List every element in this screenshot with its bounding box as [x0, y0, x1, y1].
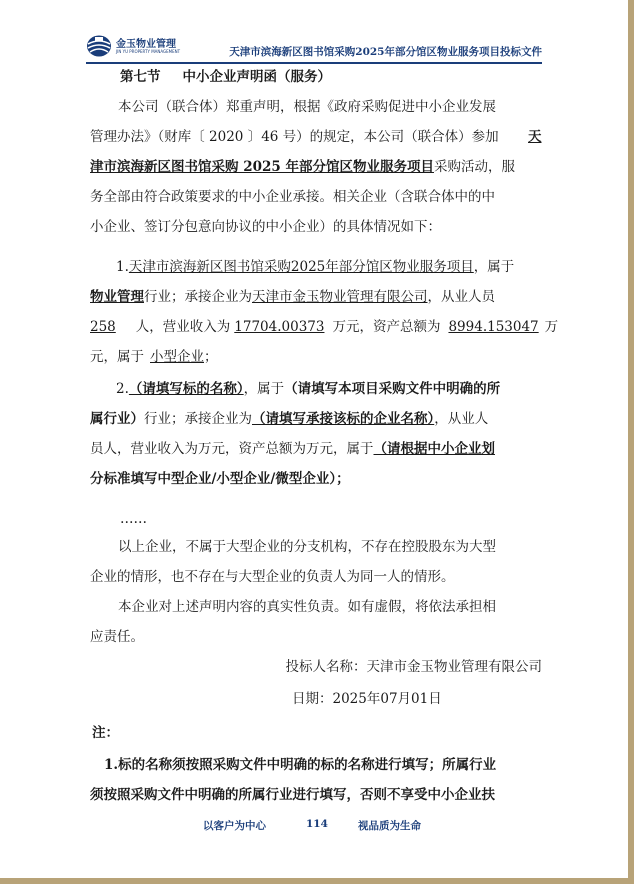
item-text: ； [204, 349, 218, 365]
logo-english-text: JIN YU PROPERTY MANAGEMENT [116, 49, 181, 54]
item-number: 2. [116, 381, 129, 397]
signing-date: 日期：2025年07月01日 [292, 691, 442, 707]
item-text: 元，属于 [90, 349, 144, 365]
item-staff-count: 258 [90, 319, 116, 335]
project-name: 津市滨海新区图书馆采购 2025 年部分馆区物业服务项目 [90, 159, 434, 175]
paragraph-line: 应责任。 [90, 629, 144, 645]
paragraph-text: 采购活动，服 [433, 159, 515, 175]
paragraph-line: 务全部由符合政策要求的中小企业承接。相关企业（含联合体中的中 [90, 189, 495, 205]
item-text: ，属于 [243, 381, 285, 397]
item-text: 万元，资产总额为 [332, 319, 441, 335]
item-placeholder-size: 分标准填写中型企业/小型企业/微型企业） [90, 471, 337, 487]
company-logo [86, 32, 206, 60]
item-text: 员人，营业收入为万元，资产总额为万元，属于 [90, 441, 374, 457]
document-header-title: 天津市滨海新区图书馆采购2025年部分馆区物业服务项目投标文件 [229, 46, 542, 58]
item-placeholder-industry: 属行业） [90, 411, 144, 427]
note-line: 须按照采购文件中明确的所属行业进行填写，否则不享受中小企业扶 [90, 787, 495, 803]
paragraph-line: 本企业对上述声明内容的真实性负责。如有虚假，将依法承担相 [118, 599, 496, 615]
page-border-right [628, 0, 634, 884]
item-enterprise-size: 小型企业 [150, 349, 204, 365]
item-text: ，从业人员 [427, 289, 495, 305]
note-label: 注： [92, 725, 119, 741]
item-2-line [116, 380, 542, 400]
item-placeholder-company: （请填写承接该标的企业名称） [252, 411, 435, 427]
paragraph-line: 以上企业，不属于大型企业的分支机构，不存在控股股东为大型 [118, 539, 496, 555]
logo-chinese-text: 金玉物业管理 [116, 39, 176, 50]
page-number: 114 [306, 818, 328, 830]
item-1-line [90, 348, 542, 368]
item-revenue: 17704.00373 [234, 319, 325, 335]
header-divider [86, 62, 542, 64]
item-placeholder-industry: （请填写本项目采购文件中明确的所 [284, 381, 501, 397]
logo-globe-icon [86, 34, 112, 58]
page-border-bottom [0, 878, 634, 884]
paragraph-line: 本公司（联合体）郑重声明，根据《政府采购促进中小企业发展 [118, 99, 496, 115]
project-name-fragment: 天 [528, 129, 542, 145]
footer-slogan-right: 视品质为生命 [358, 820, 421, 832]
item-company: 天津市金玉物业管理有限公司 [252, 289, 428, 305]
item-placeholder-size: （请根据中小企业划 [373, 441, 495, 457]
item-assets: 8994.153047 [448, 319, 539, 335]
section-heading [120, 68, 572, 88]
item-2-line [90, 470, 542, 490]
paragraph-line: 小企业、签订分包意向协议的中小企业）的具体情况如下： [90, 219, 441, 235]
item-text: ； [336, 471, 350, 487]
item-text: 人，营业收入为 [135, 319, 231, 335]
page-header [86, 32, 542, 62]
item-text: ，属于 [473, 259, 515, 275]
item-text: 行业；承接企业为 [144, 289, 252, 305]
item-text: 行业；承接企业为 [144, 411, 252, 427]
paragraph-line: 管理办法》（财库〔 2020 〕46 号）的规定，本公司（联合体）参加 [90, 129, 499, 145]
item-project-name: 天津市滨海新区图书馆采购2025年部分馆区物业服务项目 [128, 259, 474, 275]
ellipsis: …… [120, 511, 147, 527]
item-text: 万 [544, 319, 559, 335]
paragraph-line: 企业的情形，也不存在与大型企业的负责人为同一人的情形。 [90, 569, 455, 585]
section-number: 第七节 [120, 69, 161, 85]
item-1-line [90, 318, 559, 338]
item-number: 1. [116, 259, 129, 275]
item-2-line [90, 410, 542, 430]
section-title: 中小企业声明函（服务） [182, 69, 331, 85]
item-1-line [90, 288, 542, 308]
item-2-line [90, 440, 542, 460]
note-line: 1.标的名称须按照采购文件中明确的标的名称进行填写；所属行业 [104, 757, 497, 773]
signer-name: 投标人名称：天津市金玉物业管理有限公司 [285, 659, 542, 675]
item-industry: 物业管理 [90, 289, 144, 305]
item-placeholder-name: （请填写标的名称） [128, 381, 244, 397]
item-1-line [116, 258, 542, 278]
paragraph-line [90, 158, 542, 178]
item-text: ，从业人 [434, 411, 489, 427]
footer-slogan-left: 以客户为中心 [203, 820, 266, 832]
